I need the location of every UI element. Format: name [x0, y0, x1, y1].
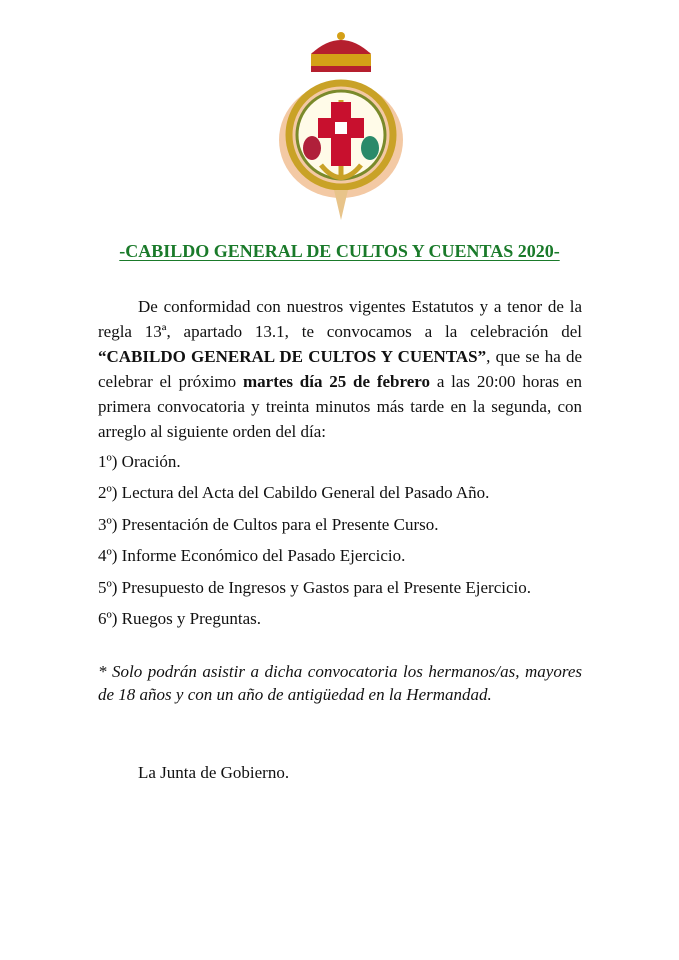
list-item: 1º) Oración.	[98, 452, 181, 471]
brotherhood-crest-icon	[276, 30, 406, 225]
list-item: 2º) Lectura del Acta del Cabildo General del Pasado Año.	[98, 483, 490, 503]
paragraph-text-2: , que se ha de celebrar el próximo	[98, 347, 582, 391]
list-item: 5º) Presupuesto de Ingresos y Gastos para el Presente Ejercicio.	[98, 577, 531, 597]
attendance-note: * Solo podrán asistir a dicha convocatoria los hermanos/as, mayores de 18 años y con un año de antigüedad en la Hermandad.	[98, 662, 582, 704]
list-item: 4º) Informe Económico del Pasado Ejercicio.	[98, 546, 406, 566]
signature: La Junta de Gobierno.	[138, 763, 290, 782]
event-date: martes día 25 de febrero	[242, 372, 431, 391]
list-item: 6º) Ruegos y Preguntas.	[98, 608, 261, 628]
agenda-list	[98, 449, 531, 637]
list-item: 3º) Presentación de Cultos para el Presente Curso.	[98, 514, 439, 534]
paragraph-text-1: De conformidad con nuestros vigentes Estatutos y a tenor de la regla 13ª, apartado 13.1, te convocamos a la celebración del	[98, 297, 582, 341]
event-name: “CABILDO GENERAL DE CULTOS Y CUENTAS”	[98, 347, 487, 366]
paragraph-text-3: a las 20:00 horas en primera convocatoria y treinta minutos más tarde en la segunda, con arreglo al siguiente orden del día:	[98, 372, 582, 441]
convocation-paragraph	[98, 294, 582, 444]
document-title: -CABILDO GENERAL DE CULTOS Y CUENTAS 2020-	[119, 241, 560, 261]
